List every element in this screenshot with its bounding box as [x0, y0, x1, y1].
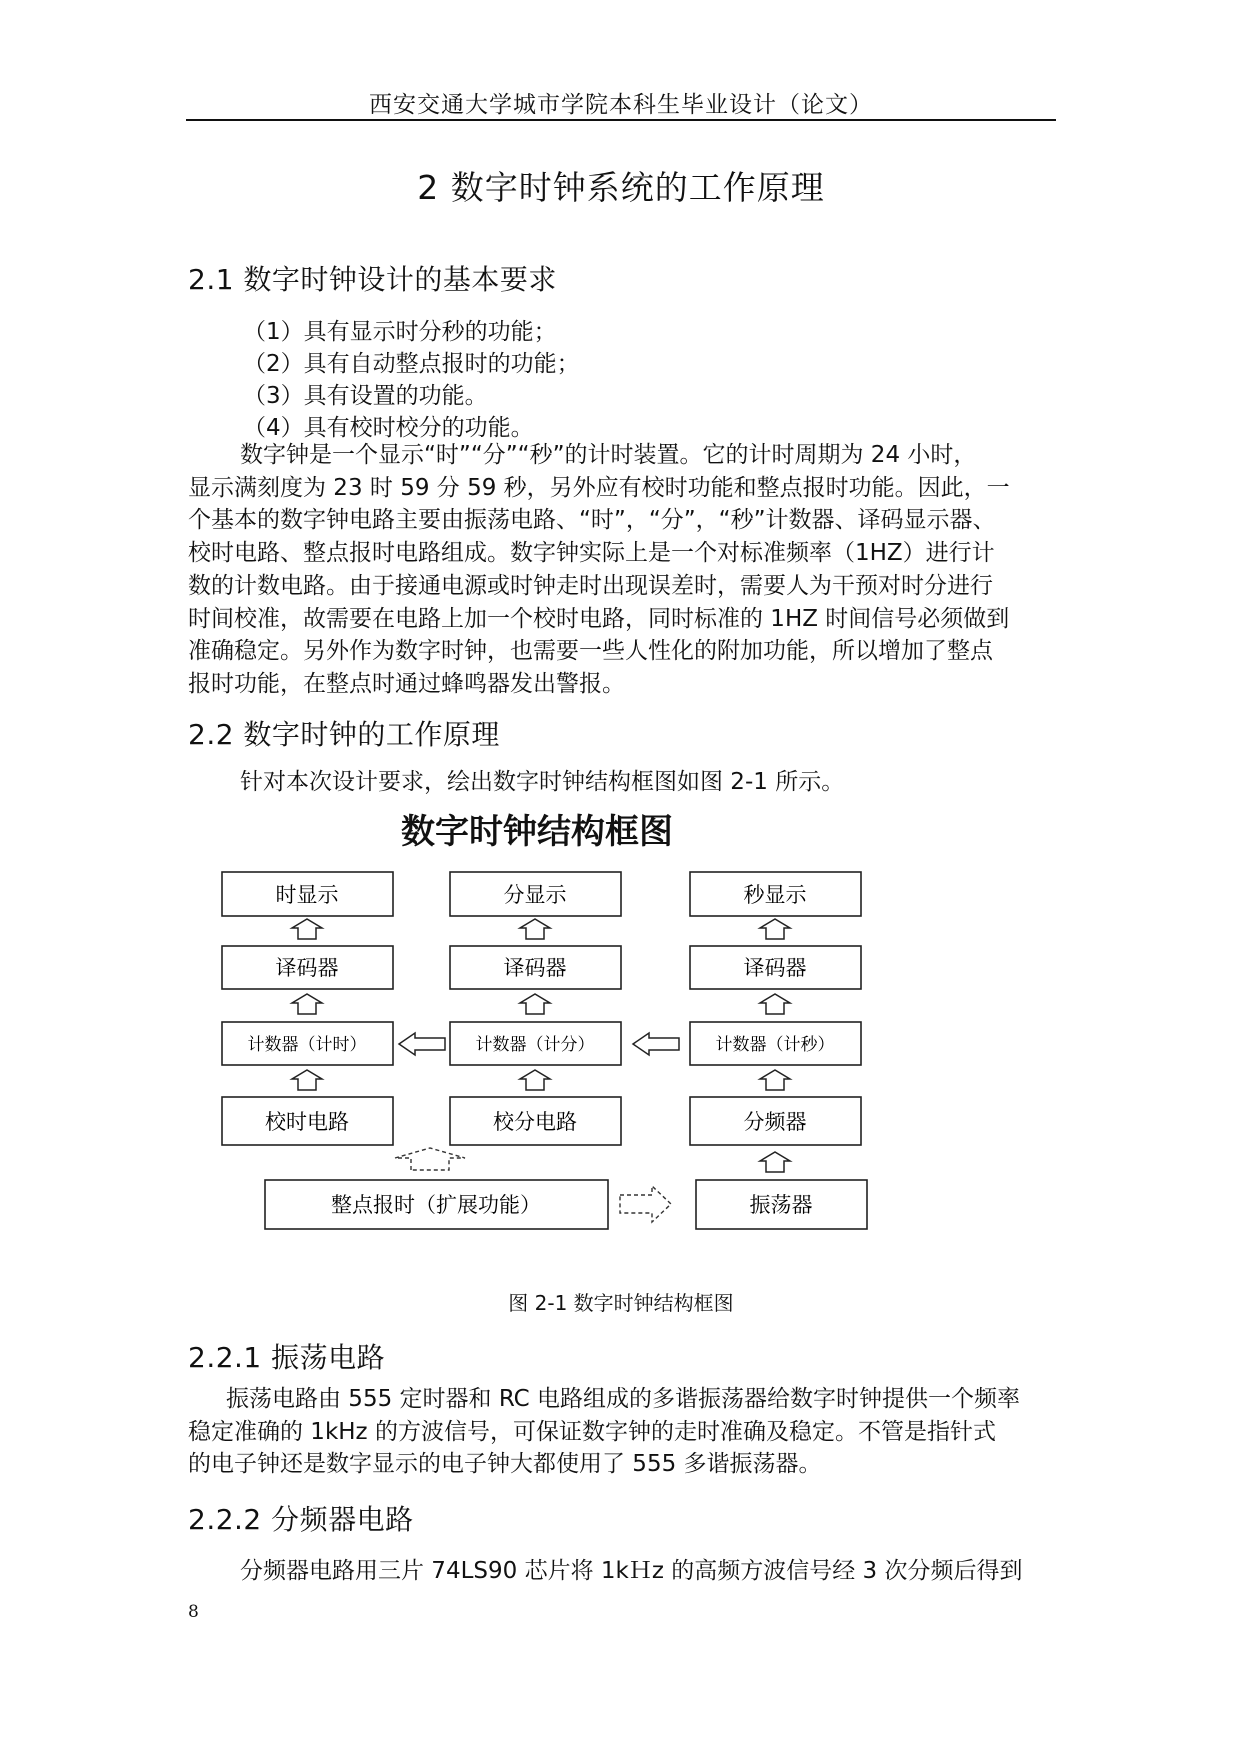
hour-set-circuit-label: 校时电路: [265, 1110, 349, 1134]
hour-display-label: 时显示: [275, 883, 339, 907]
dashed-right-arrow-icon: [620, 1186, 671, 1222]
section-2-2-2-first-line: 分频器电路用三片 74LS90 芯片将 1kＨz 的高频方波信号经 3 次分频后得到: [240, 1558, 1023, 1584]
second-decoder-label: 译码器: [743, 956, 807, 980]
second-display-label: 秒显示: [743, 883, 807, 907]
second-counter-label: 计数器（计秒）: [715, 1035, 835, 1055]
paragraph-line: 数的计数电路。由于接通电源或时钟走时出现误差时，需要人为干预对时分进行: [188, 572, 993, 599]
diagram-title: 数字时钟结构框图: [401, 812, 673, 852]
up-arrow-icon: [760, 994, 790, 1014]
paragraph-line: 个基本的数字钟电路主要由振荡电路、“时”，“分”，“秒”计数器、译码显示器、: [188, 507, 996, 534]
requirement-item: （3）具有设置的功能。: [243, 383, 488, 409]
minute-display-label: 分显示: [503, 883, 567, 907]
minute-decoder-label: 译码器: [503, 956, 567, 980]
up-arrow-icon: [292, 1070, 322, 1090]
up-arrow-icon: [520, 1070, 550, 1090]
page-number: 8: [188, 1602, 199, 1622]
minute-set-circuit-label: 校分电路: [493, 1110, 577, 1134]
up-arrow-icon: [520, 919, 550, 939]
hour-counter-label: 计数器（计时）: [247, 1035, 367, 1055]
paragraph-line: 准确稳定。另外作为数字时钟，也需要一些人性化的附加功能，所以增加了整点: [188, 638, 993, 665]
up-arrow-icon: [760, 1070, 790, 1090]
hour-decoder-label: 译码器: [275, 956, 339, 980]
requirement-item: （4）具有校时校分的功能。: [243, 415, 534, 441]
dashed-up-arrow-icon: [395, 1148, 465, 1170]
up-arrow-icon: [520, 994, 550, 1014]
minute-counter-label: 计数器（计分）: [475, 1035, 595, 1055]
up-arrow-icon: [292, 994, 322, 1014]
section-2-1-heading: 2.1 数字时钟设计的基本要求: [188, 263, 557, 296]
oscillator-label: 振荡器: [749, 1193, 813, 1217]
figure-caption: 图 2-1 数字时钟结构框图: [508, 1291, 734, 1315]
paragraph-line: 数字钟是一个显示“时”“分”“秒”的计时装置。它的计时周期为 24 小时，: [240, 442, 977, 468]
paragraph-line: 显示满刻度为 23 时 59 分 59 秒，另外应有校时功能和整点报时功能。因此，一: [188, 474, 1010, 501]
figure-intro: 针对本次设计要求，绘出数字时钟结构框图如图 2-1 所示。: [240, 769, 845, 795]
paragraph-line: 校时电路、整点报时电路组成。数字钟实际上是一个对标准频率（1HZ）进行计: [188, 540, 995, 567]
up-arrow-icon: [760, 919, 790, 939]
hourly-chime-label: 整点报时（扩展功能）: [331, 1193, 541, 1217]
paragraph-line: 报时功能，在整点时通过蜂鸣器发出警报。: [188, 670, 625, 697]
left-arrow-icon: [633, 1033, 679, 1055]
up-arrow-icon: [760, 1152, 790, 1172]
requirement-item: （1）具有显示时分秒的功能；: [243, 319, 557, 345]
paragraph-line: 的电子钟还是数字显示的电子钟大都使用了 555 多谐振荡器。: [188, 1451, 822, 1478]
paragraph-line: 时间校准，故需要在电路上加一个校时电路，同时标准的 1HZ 时间信号必须做到: [188, 605, 1010, 632]
paragraph-line: 振荡电路由 555 定时器和 RC 电路组成的多谐振荡器给数字时钟提供一个频率: [226, 1386, 1021, 1412]
section-2-2-2-heading: 2.2.2 分频器电路: [188, 1503, 414, 1536]
section-2-2-heading: 2.2 数字时钟的工作原理: [188, 718, 500, 751]
left-arrow-icon: [399, 1033, 445, 1055]
chapter-title: 2 数字时钟系统的工作原理: [417, 168, 825, 207]
frequency-divider-label: 分频器: [743, 1110, 807, 1134]
paragraph-line: 稳定准确的 1kHz 的方波信号，可保证数字钟的走时准确及稳定。不管是指针式: [188, 1418, 996, 1445]
section-2-2-1-heading: 2.2.1 振荡电路: [188, 1341, 386, 1374]
running-header: 西安交通大学城市学院本科生毕业设计（论文）: [369, 92, 873, 118]
section-2-2-1-paragraph: [188, 1383, 1056, 1481]
up-arrow-icon: [292, 919, 322, 939]
requirement-item: （2）具有自动整点报时的功能；: [243, 351, 580, 377]
